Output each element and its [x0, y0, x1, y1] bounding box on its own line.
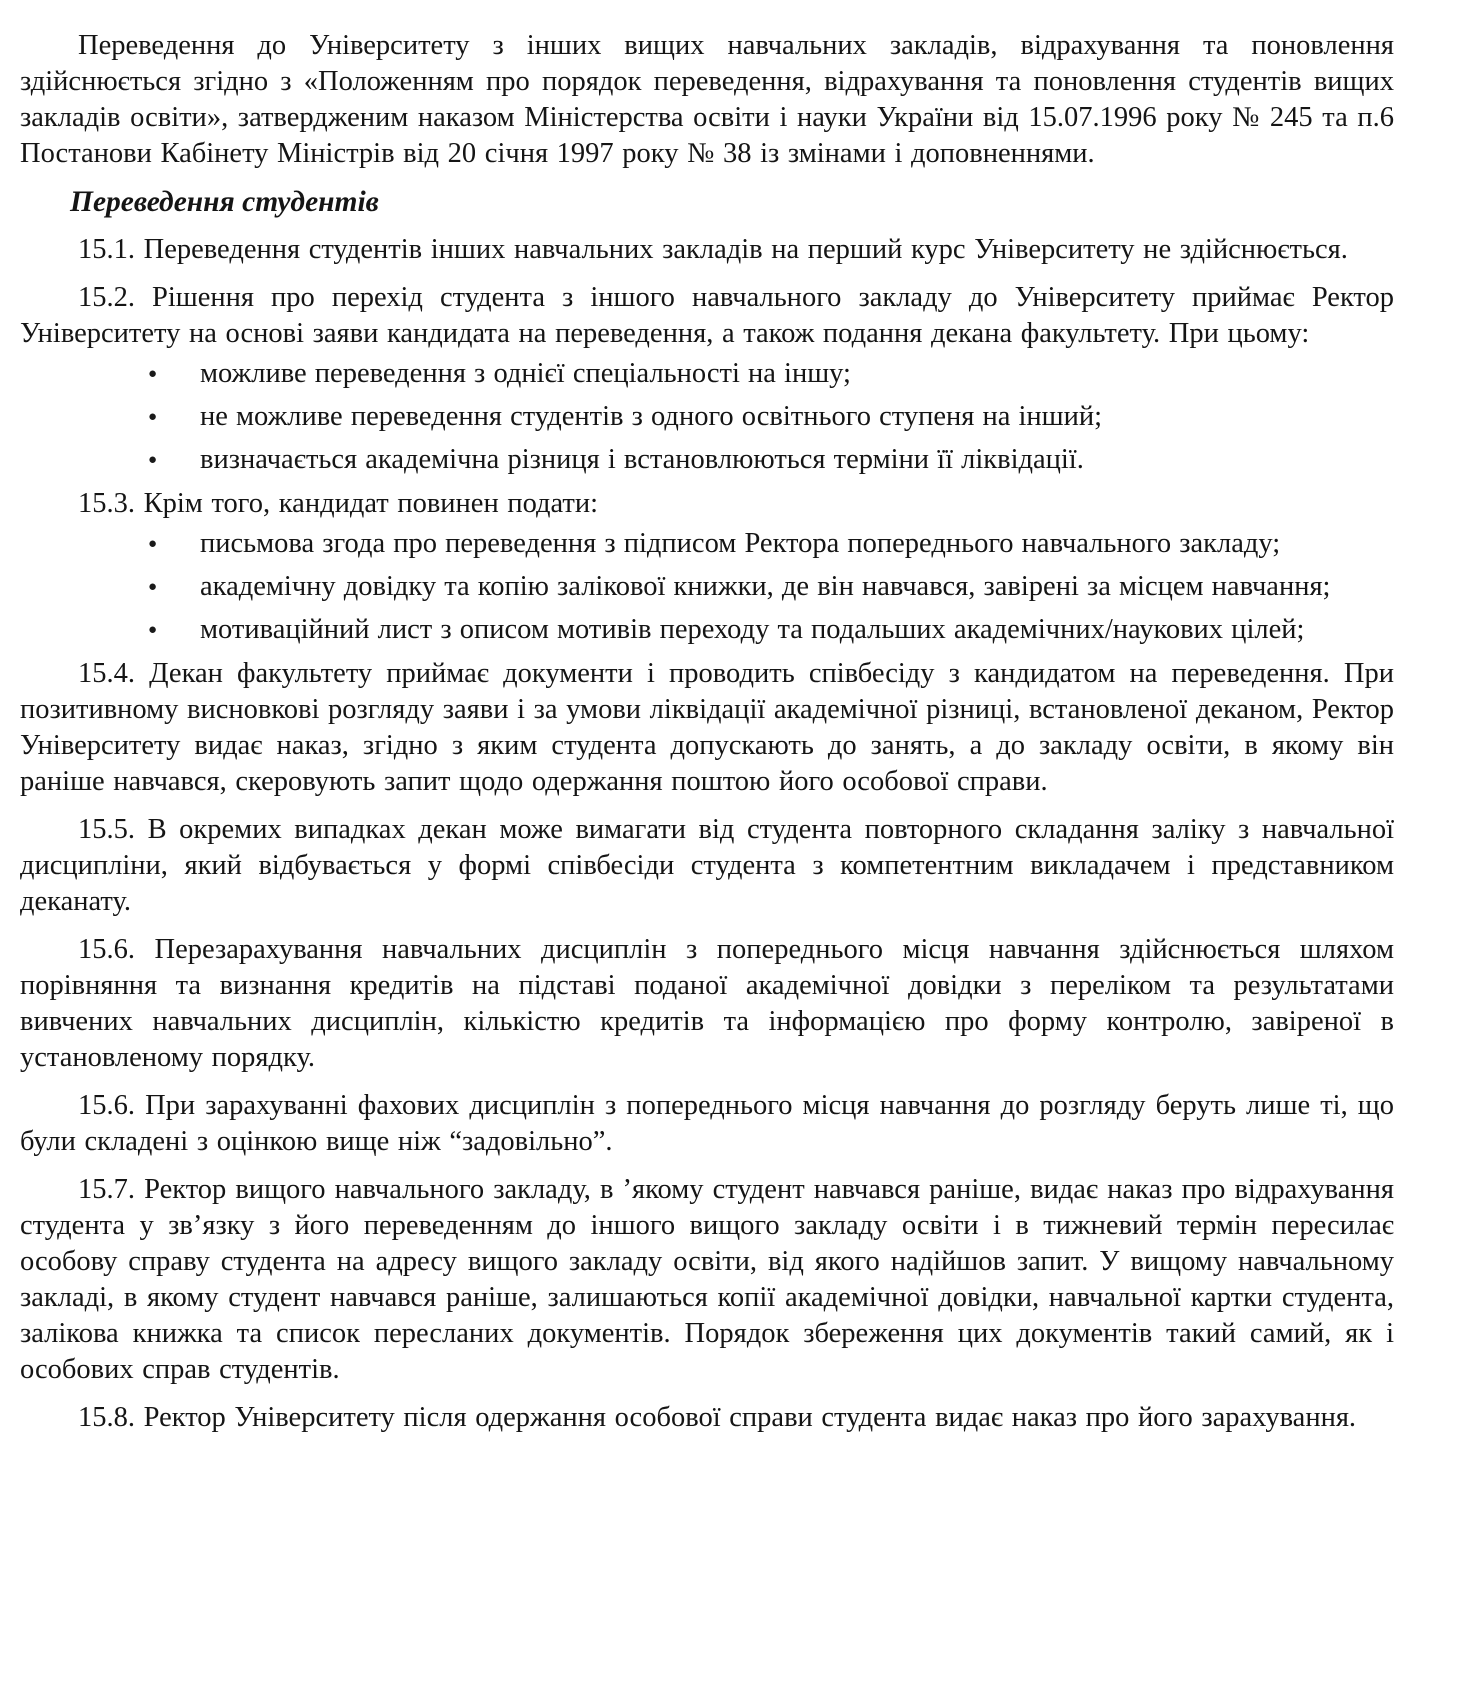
bullet-list-15-3: [20, 526, 1394, 648]
bullet-text: не можливе переведення студентів з одного освітнього ступеня на інший;: [200, 401, 1103, 432]
bullet-item: [148, 612, 1394, 648]
bullet-icon: ●: [148, 622, 158, 638]
paragraph-15-7: 15.7. Ректор вищого навчального закладу, в ’якому студент навчався раніше, видає наказ про відрахування студента у зв’язку з його переведенням до іншого вищого закладу освіти і в тижневий термін пересилає особову справу студента на адресу вищого закладу освіти, від якого надійшов запит. У вищому навчальному закладі, в якому студент навчався раніше, залишаються копії академічної довідки, навчальної картки студента, залікова книжка та список пересланих документів. Порядок збереження цих документів такий самий, як і особових справ студентів.: [20, 1174, 1394, 1385]
bullet-text: визначається академічна різниця і встановлюються терміни її ліквідації.: [200, 444, 1084, 475]
bullet-icon: ●: [148, 452, 158, 468]
bullet-item: [148, 356, 1394, 392]
bullet-text: можливе переведення з однієї спеціальності на іншу;: [200, 358, 851, 389]
bullet-icon: ●: [148, 366, 158, 382]
bullet-item: [148, 526, 1394, 562]
bullet-list-15-2: [20, 356, 1394, 478]
bullet-icon: ●: [148, 536, 158, 552]
paragraph-15-1: 15.1. Переведення студентів інших навчальних закладів на перший курс Університету не здійснюється.: [78, 234, 1348, 265]
paragraph-intro: Переведення до Університету з інших вищих навчальних закладів, відрахування та поновлення здійснюється згідно з «Положенням про порядок переведення, відрахування та поновлення студентів вищих закладів освіти», затвердженим наказом Міністерства освіти і науки України від 15.07.1996 року № 245 та п.6 Постанови Кабінету Міністрів від 20 січня 1997 року № 38 із змінами і доповненнями.: [20, 30, 1394, 169]
bullet-text: письмова згода про переведення з підписом Ректора попереднього навчального закладу;: [200, 528, 1281, 559]
bullet-icon: ●: [148, 579, 158, 595]
bullet-item: [148, 399, 1394, 435]
paragraph-15-8: 15.8. Ректор Університету після одержання особової справи студента видає наказ про його зарахування.: [78, 1402, 1357, 1433]
paragraph-15-5: 15.5. В окремих випадках декан може вимагати від студента повторного складання заліку з навчальної дисципліни, який відбувається у формі співбесіди студента з компетентним викладачем і представником деканату.: [20, 814, 1394, 917]
section-heading: Переведення студентів: [70, 186, 379, 218]
bullet-text: академічну довідку та копію залікової книжки, де він навчався, завірені за місцем навчання;: [200, 571, 1331, 602]
bullet-icon: ●: [148, 409, 158, 425]
bullet-text: мотиваційний лист з описом мотивів переходу та подальших академічних/наукових цілей;: [200, 614, 1305, 645]
paragraph-15-6b: 15.6. При зарахуванні фахових дисциплін з попереднього місця навчання до розгляду беруть лише ті, що були складені з оцінкою вище ніж “задовільно”.: [20, 1090, 1394, 1157]
paragraph-15-4: 15.4. Декан факультету приймає документи і проводить співбесіду з кандидатом на переведення. При позитивному висновкові розгляду заяви і за умови ліквідації академічної різниці, встановленої деканом, Ректор Університету видає наказ, згідно з яким студента допускають до занять, а до закладу освіти, в якому він раніше навчався, скеровують запит щодо одержання поштою його особової справи.: [20, 658, 1394, 797]
paragraph-15-2: 15.2. Рішення про перехід студента з іншого навчального закладу до Університету приймає Ректор Університету на основі заяви кандидата на переведення, а також подання декана факультету. При цьому:: [20, 282, 1394, 349]
paragraph-15-6a: 15.6. Перезарахування навчальних дисциплін з попереднього місця навчання здійснюється шляхом порівняння та визнання кредитів на підставі поданої академічної довідки з переліком та результатами вивчених навчальних дисциплін, кількістю кредитів та інформацією про форму контролю, завіреної в установленому порядку.: [20, 934, 1394, 1073]
paragraph-15-3: 15.3. Крім того, кандидат повинен подати:: [78, 488, 599, 519]
bullet-item: [148, 442, 1394, 478]
bullet-item: [148, 569, 1394, 605]
